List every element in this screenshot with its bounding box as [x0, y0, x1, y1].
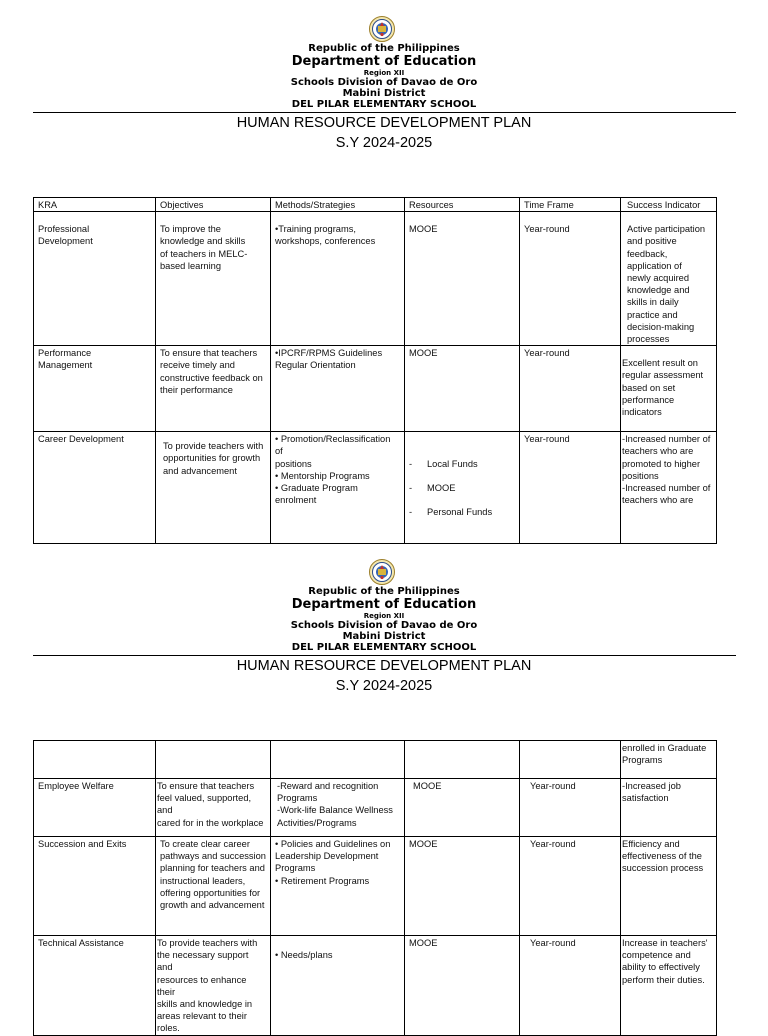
table-row: [34, 779, 717, 837]
column-header: Methods/Strategies: [271, 198, 405, 212]
header-divider: [33, 112, 736, 113]
list-item: - Local Funds: [409, 458, 478, 469]
cell-resources: [405, 432, 520, 544]
cell-objectives: To ensure that teachers feel valued, supported, and cared for in the workplace: [156, 779, 271, 837]
cell-kra: Performance Management: [34, 346, 156, 432]
header-republic: Republic of the Philippines: [308, 586, 460, 597]
table-row: [34, 837, 717, 936]
header-region: Region XII: [363, 69, 405, 77]
cell-methods: [271, 741, 405, 779]
header-republic: Republic of the Philippines: [308, 43, 460, 54]
cell-methods: •Training programs, workshops, conferences: [271, 212, 405, 346]
cell-objectives: To provide teachers with the necessary support and resources to enhance their skills and knowledge in areas relevant to their roles.: [156, 936, 271, 1036]
cell-time-frame: Year-round: [520, 212, 621, 346]
cell-kra: Employee Welfare: [34, 779, 156, 837]
hrd-plan-table-2: [33, 740, 717, 1036]
table-row: [34, 212, 717, 346]
list-item: - MOOE: [409, 483, 456, 494]
cell-resources: MOOE: [405, 837, 520, 936]
cell-success-indicator: enrolled in Graduate Programs: [621, 741, 717, 779]
cell-objectives: To ensure that teachers receive timely and constructive feedback on their performance: [156, 346, 271, 432]
cell-success-indicator: -Increased job satisfaction: [621, 779, 717, 837]
table-row: [34, 346, 717, 432]
cell-kra: Professional Development: [34, 212, 156, 346]
cell-resources: MOOE: [405, 212, 520, 346]
header-division: Schools Division of Davao de Oro: [290, 620, 478, 631]
header-department: Department of Education: [291, 597, 477, 612]
cell-objectives: To provide teachers with opportunities for growth and advancement: [156, 432, 271, 544]
cell-success-indicator: Efficiency and effectiveness of the succession process: [621, 837, 717, 936]
header-school: DEL PILAR ELEMENTARY SCHOOL: [291, 642, 477, 653]
table-row: [34, 936, 717, 1036]
cell-kra: Career Development: [34, 432, 156, 544]
cell-success-indicator: Excellent result on regular assessment based on set performance indicators: [621, 346, 717, 432]
cell-objectives: To create clear career pathways and succession planning for teachers and instructional leaders, offering opportunities for growth and advancement: [156, 837, 271, 936]
cell-time-frame: [520, 741, 621, 779]
cell-time-frame: Year-round: [520, 779, 621, 837]
cell-success-indicator: -Increased number of teachers who are promoted to higher positions -Increased number of teachers who are: [621, 432, 717, 544]
header-department: Department of Education: [291, 54, 477, 69]
column-header: KRA: [34, 198, 156, 212]
cell-resources: MOOE: [405, 346, 520, 432]
cell-methods: -Reward and recognition Programs -Work-life Balance Wellness Activities/Programs: [271, 779, 405, 837]
cell-time-frame: Year-round: [520, 432, 621, 544]
cell-time-frame: Year-round: [520, 837, 621, 936]
plan-title: HUMAN RESOURCE DEVELOPMENT PLAN: [236, 115, 532, 131]
hrd-plan-table-1: [33, 197, 717, 544]
plan-title: HUMAN RESOURCE DEVELOPMENT PLAN: [236, 658, 532, 674]
cell-methods: • Policies and Guidelines on Leadership Development Programs • Retirement Programs: [271, 837, 405, 936]
header-division: Schools Division of Davao de Oro: [290, 77, 478, 88]
plan-school-year: S.Y 2024-2025: [335, 678, 433, 694]
cell-kra: Technical Assistance: [34, 936, 156, 1036]
plan-school-year: S.Y 2024-2025: [335, 135, 433, 151]
cell-objectives: To improve the knowledge and skills of teachers in MELC- based learning: [156, 212, 271, 346]
deped-seal-icon: [369, 16, 395, 42]
cell-success-indicator: Active participation and positive feedback, application of newly acquired knowledge and skills in daily practice and decision-making processes: [621, 212, 717, 346]
header-region: Region XII: [363, 612, 405, 620]
cell-success-indicator: Increase in teachers' competence and ability to effectively perform their duties.: [621, 936, 717, 1036]
table-row: [34, 432, 717, 544]
column-header: Time Frame: [520, 198, 621, 212]
header-divider: [33, 655, 736, 656]
cell-time-frame: Year-round: [520, 936, 621, 1036]
list-item: - Personal Funds: [409, 507, 493, 518]
resources-list: [409, 445, 515, 530]
table-row: [34, 741, 717, 779]
cell-resources: MOOE: [405, 936, 520, 1036]
cell-methods: • Needs/plans: [271, 936, 405, 1036]
cell-kra: Succession and Exits: [34, 837, 156, 936]
header-school: DEL PILAR ELEMENTARY SCHOOL: [291, 99, 477, 110]
column-header: Objectives: [156, 198, 271, 212]
column-header: Success Indicator: [621, 198, 717, 212]
cell-methods: • Promotion/Reclassification of positions • Mentorship Programs • Graduate Program enrolment: [271, 432, 405, 544]
deped-seal-icon: [369, 559, 395, 585]
cell-kra: [34, 741, 156, 779]
cell-objectives: [156, 741, 271, 779]
cell-resources: MOOE: [405, 779, 520, 837]
cell-resources: [405, 741, 520, 779]
table-header-row: [34, 198, 717, 212]
cell-time-frame: Year-round: [520, 346, 621, 432]
column-header: Resources: [405, 198, 520, 212]
header-district: Mabini District: [342, 88, 426, 99]
cell-methods: •IPCRF/RPMS Guidelines Regular Orientation: [271, 346, 405, 432]
header-district: Mabini District: [342, 631, 426, 642]
